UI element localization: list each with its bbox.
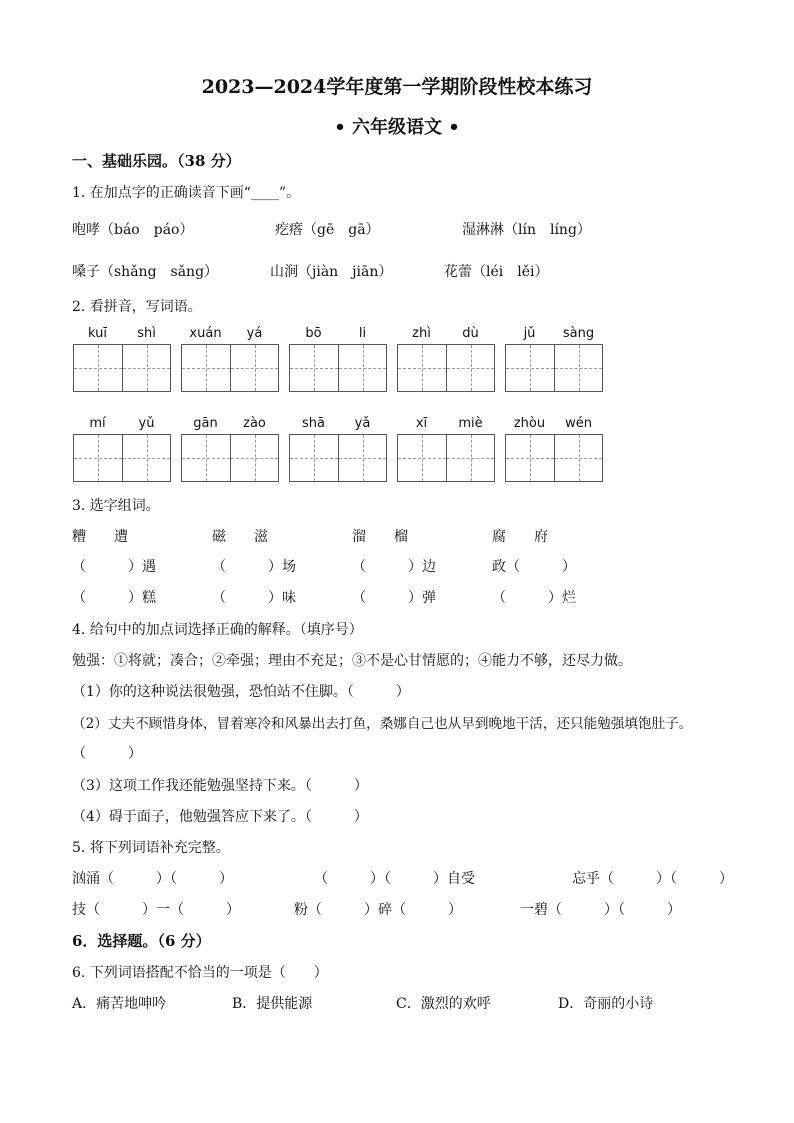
q3-blank[interactable]: 政（ ） xyxy=(492,559,576,575)
question-3-prompt: 3. 选字组词。 xyxy=(72,498,160,514)
writing-grid[interactable] xyxy=(505,434,603,482)
pinyin-label: shā xyxy=(302,416,325,431)
q1-item: 花蕾（léi lěi） xyxy=(444,264,549,280)
question-1-prompt: 1. 在加点字的正确读音下画“____”。 xyxy=(72,185,301,201)
q3-blank[interactable]: （ ）场 xyxy=(212,559,296,575)
pinyin-label: yǔ xyxy=(138,416,155,431)
pinyin-label: zhì xyxy=(412,326,431,341)
q1-item: 嗓子（shǎng sǎng） xyxy=(72,264,219,280)
page-subtitle: • 六年级语文 • xyxy=(334,117,460,138)
q4-sentence-3: （3）这项工作我还能勉强坚持下来。（ ） xyxy=(72,778,368,794)
q3-char-pair: 溜 榴 xyxy=(352,529,408,545)
q5-idiom[interactable]: （ ）（ ）自受 xyxy=(314,871,475,887)
page-title: 2023—2024学年度第一学期阶段性校本练习 xyxy=(201,76,593,98)
pinyin-label: yǎ xyxy=(354,416,371,431)
q3-char-pair: 磁 滋 xyxy=(212,529,268,545)
pinyin-label: jǔ xyxy=(523,326,536,341)
q4-definition: 勉强：①将就；凑合；②牵强；理由不充足；③不是心甘情愿的；④能力不够，还尽力做。 xyxy=(72,653,632,669)
q4-sentence-2-blank[interactable]: （ ） xyxy=(72,746,142,762)
question-4-prompt: 4. 给句中的加点词选择正确的解释。（填序号） xyxy=(72,622,363,638)
pinyin-label: dù xyxy=(462,326,479,341)
pinyin-label: zhòu xyxy=(513,416,546,431)
q1-item: 疙瘩（gē gā） xyxy=(275,222,380,238)
q5-idiom[interactable]: 汹涌（ ）（ ） xyxy=(72,871,233,887)
q5-idiom[interactable]: 粉（ ）碎（ ） xyxy=(294,902,462,918)
option-c[interactable]: C．激烈的欢呼 xyxy=(396,996,491,1012)
q4-sentence-4: （4）碍于面子，他勉强答应下来了。（ ） xyxy=(72,809,368,825)
writing-grid[interactable] xyxy=(181,434,279,482)
question-6-prompt: 6. 下列词语搭配不恰当的一项是（ ） xyxy=(72,965,328,981)
option-a[interactable]: A．痛苦地呻吟 xyxy=(72,996,167,1012)
pinyin-label: sàng xyxy=(562,326,595,341)
writing-grid[interactable] xyxy=(505,344,603,392)
q5-idiom[interactable]: 一碧（ ）（ ） xyxy=(520,902,681,918)
writing-grid[interactable] xyxy=(397,344,495,392)
pinyin-label: xī xyxy=(415,416,428,431)
writing-grid[interactable] xyxy=(289,434,387,482)
section-heading-6: 6．选择题。（6 分） xyxy=(72,932,211,950)
writing-grid[interactable] xyxy=(289,344,387,392)
q1-item: 山涧（jiàn jiān） xyxy=(270,264,393,280)
question-5-prompt: 5. 将下列词语补充完整。 xyxy=(72,840,230,856)
writing-grid[interactable] xyxy=(73,344,171,392)
pinyin-label: wén xyxy=(565,416,592,431)
pinyin-label: gān xyxy=(193,416,218,431)
q3-blank[interactable]: （ ）边 xyxy=(352,559,436,575)
q3-blank[interactable]: （ ）弹 xyxy=(352,590,436,606)
writing-grid[interactable] xyxy=(181,344,279,392)
writing-grid[interactable] xyxy=(397,434,495,482)
pinyin-label: yá xyxy=(246,326,263,341)
q3-blank[interactable]: （ ）遇 xyxy=(72,559,156,575)
pinyin-label: li xyxy=(358,326,367,341)
option-b[interactable]: B．提供能源 xyxy=(232,996,313,1012)
q4-sentence-1: （1）你的这种说法很勉强，恐怕站不住脚。（ ） xyxy=(72,684,410,700)
q5-idiom[interactable]: 忘乎（ ）（ ） xyxy=(572,871,733,887)
pinyin-label: zào xyxy=(243,416,266,431)
option-d[interactable]: D．奇丽的小诗 xyxy=(558,996,654,1012)
q5-idiom[interactable]: 技（ ）一（ ） xyxy=(72,902,240,918)
q1-item: 咆哮（báo páo） xyxy=(72,222,194,238)
q3-char-pair: 腐 府 xyxy=(492,529,548,545)
q3-blank[interactable]: （ ）糕 xyxy=(72,590,156,606)
section-heading-1: 一、基础乐园。（38 分） xyxy=(72,152,241,170)
q3-char-pair: 糟 遭 xyxy=(72,529,128,545)
pinyin-label: bō xyxy=(305,326,322,341)
question-2-prompt: 2. 看拼音，写词语。 xyxy=(72,299,202,315)
writing-grid[interactable] xyxy=(73,434,171,482)
q4-sentence-2: （2）丈夫不顾惜身体，冒着寒冷和风暴出去打鱼，桑娜自己也从早到晚地干活，还只能勉强填饱肚子。 xyxy=(72,716,693,732)
q3-blank[interactable]: （ ）味 xyxy=(212,590,296,606)
pinyin-label: xuán xyxy=(189,326,222,341)
q1-item: 湿淋淋（lín líng） xyxy=(462,222,591,238)
pinyin-label: shì xyxy=(137,326,156,341)
q3-blank[interactable]: （ ）烂 xyxy=(492,590,576,606)
pinyin-label: miè xyxy=(458,416,483,431)
pinyin-label: kuī xyxy=(88,326,107,341)
pinyin-label: mí xyxy=(89,416,106,431)
